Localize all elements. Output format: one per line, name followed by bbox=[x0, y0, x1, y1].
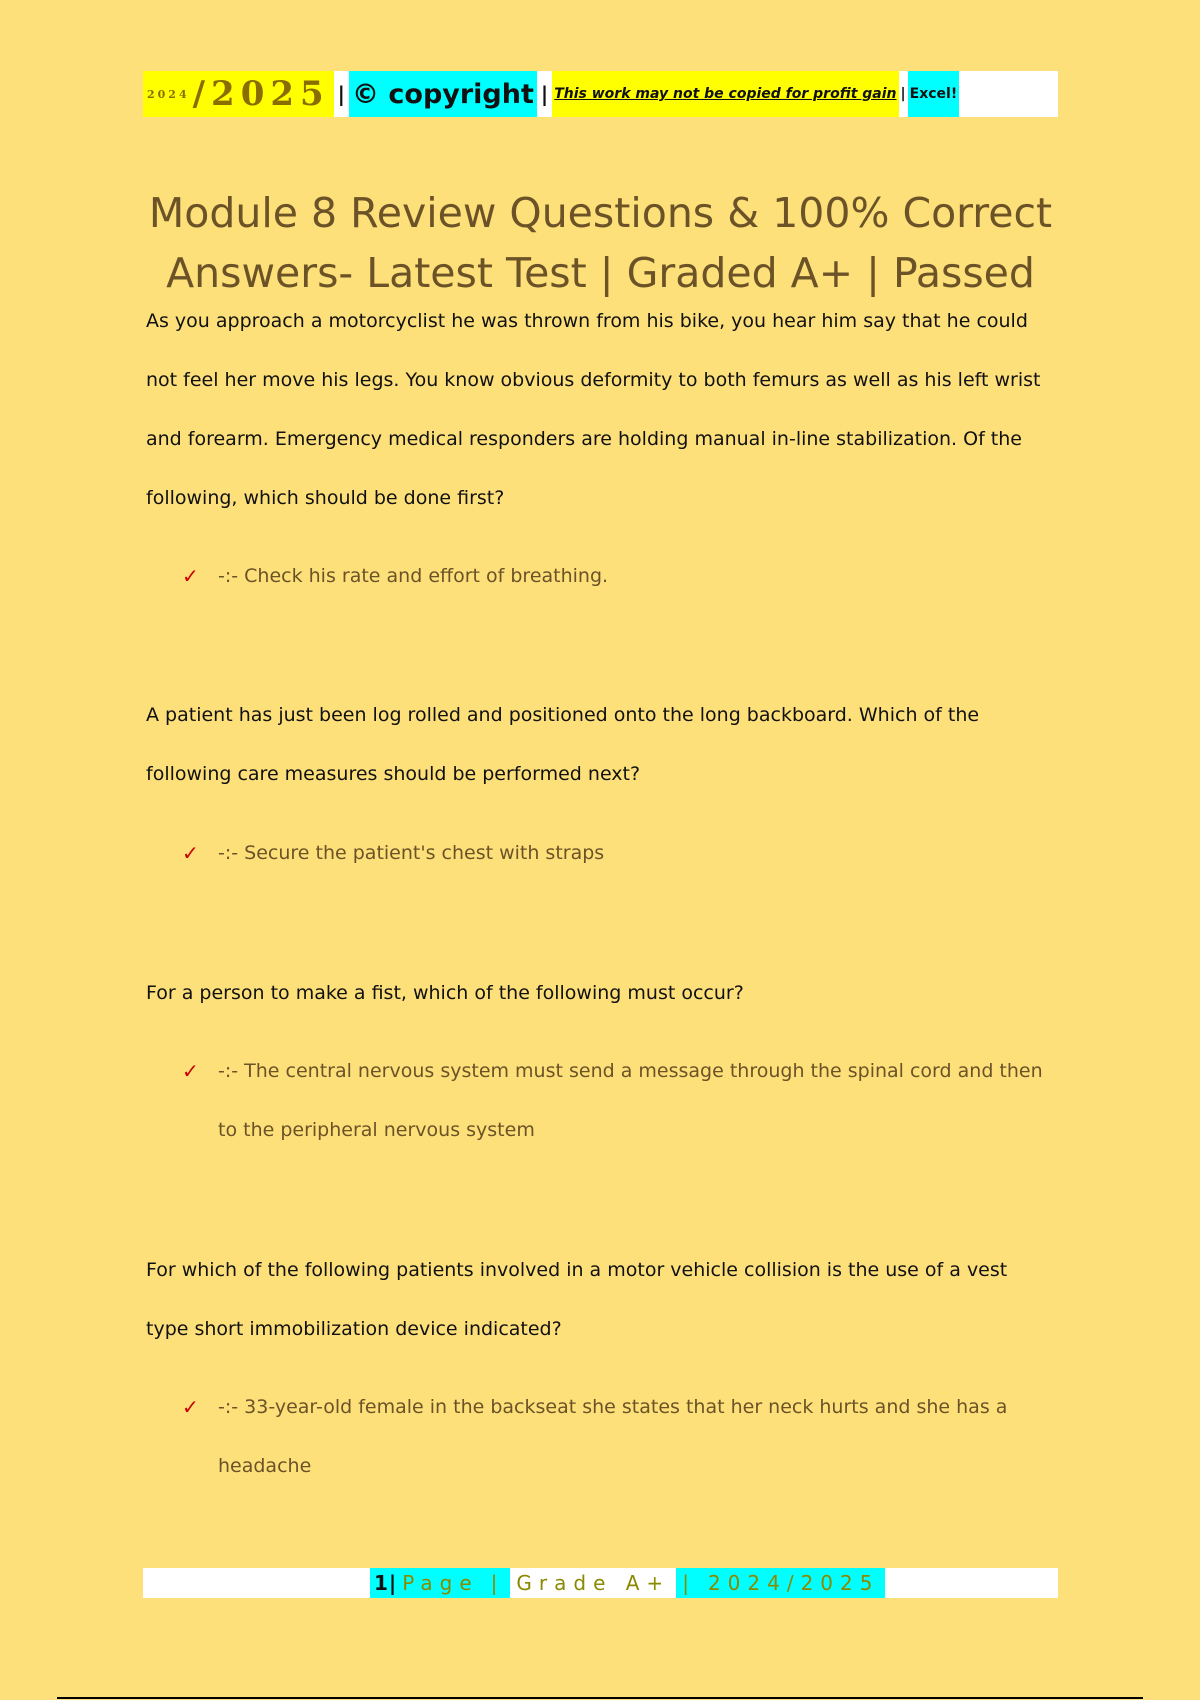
answer-text: -:- The central nervous system must send a message through the spinal cord and then to the peripheral nervous system bbox=[218, 1060, 1043, 1141]
check-icon: ✓ bbox=[182, 841, 199, 865]
question-text: As you approach a motorcyclist he was thrown from his bike, you hear him say that he could not feel her move his legs. You know obvious deformity to both femurs as well as his left wrist and forearm. Emergency medical responders are holding manual in-line stabilization. Of the following, which should be done first? bbox=[146, 310, 1041, 509]
answer-item bbox=[182, 824, 1062, 883]
header-year bbox=[143, 71, 334, 117]
answer-item bbox=[182, 1042, 1062, 1160]
bottom-rule bbox=[57, 1697, 1143, 1699]
answer-item bbox=[182, 547, 1062, 606]
footer-bar: | bbox=[388, 1571, 397, 1595]
answer-item bbox=[182, 1378, 1062, 1496]
footer-page bbox=[370, 1568, 510, 1598]
header-banner bbox=[143, 71, 1058, 117]
question-text: For which of the following patients involved in a motor vehicle collision is the use of a vest type short immobilization device indicated? bbox=[146, 1259, 1008, 1340]
header-excel: Excel! bbox=[908, 71, 960, 117]
header-copyright: © copyright bbox=[349, 71, 537, 117]
answer-text: -:- Check his rate and effort of breathing. bbox=[218, 565, 609, 587]
question-text: For a person to make a fist, which of the following must occur? bbox=[146, 982, 744, 1004]
check-icon: ✓ bbox=[182, 1059, 199, 1083]
footer-grade-cell bbox=[510, 1568, 676, 1598]
page-number: 1 bbox=[374, 1571, 388, 1595]
header-separator: | bbox=[900, 86, 906, 102]
check-icon: ✓ bbox=[182, 564, 199, 588]
header-separator: | bbox=[337, 82, 345, 106]
answer-text: -:- Secure the patient's chest with straps bbox=[218, 842, 605, 864]
footer-separator: | bbox=[490, 1571, 505, 1595]
footer-separator: | bbox=[682, 1571, 696, 1595]
footer-year: 2024/2025 bbox=[707, 1571, 880, 1595]
footer-page-word: Page bbox=[402, 1571, 479, 1595]
header-notice: This work may not be copied for profit gain bbox=[552, 71, 898, 117]
header-separator: | bbox=[540, 82, 549, 106]
footer-grade: Grade A+ bbox=[516, 1571, 671, 1595]
answer-text: -:- 33-year-old female in the backseat she states that her neck hurts and she has a headache bbox=[218, 1396, 1008, 1477]
footer-banner bbox=[143, 1568, 1058, 1598]
footer-content bbox=[370, 1568, 885, 1598]
document-title: Module 8 Review Questions & 100% Correct Answers- Latest Test | Graded A+ | Passed bbox=[148, 189, 1053, 297]
footer-year-cell bbox=[676, 1568, 885, 1598]
question-text: A patient has just been log rolled and positioned onto the long backboard. Which of the following care measures should be performed next? bbox=[146, 704, 980, 785]
header-year-big: /2025 bbox=[192, 74, 330, 114]
header-year-small: 2024 bbox=[147, 87, 190, 101]
check-icon: ✓ bbox=[182, 1395, 199, 1419]
